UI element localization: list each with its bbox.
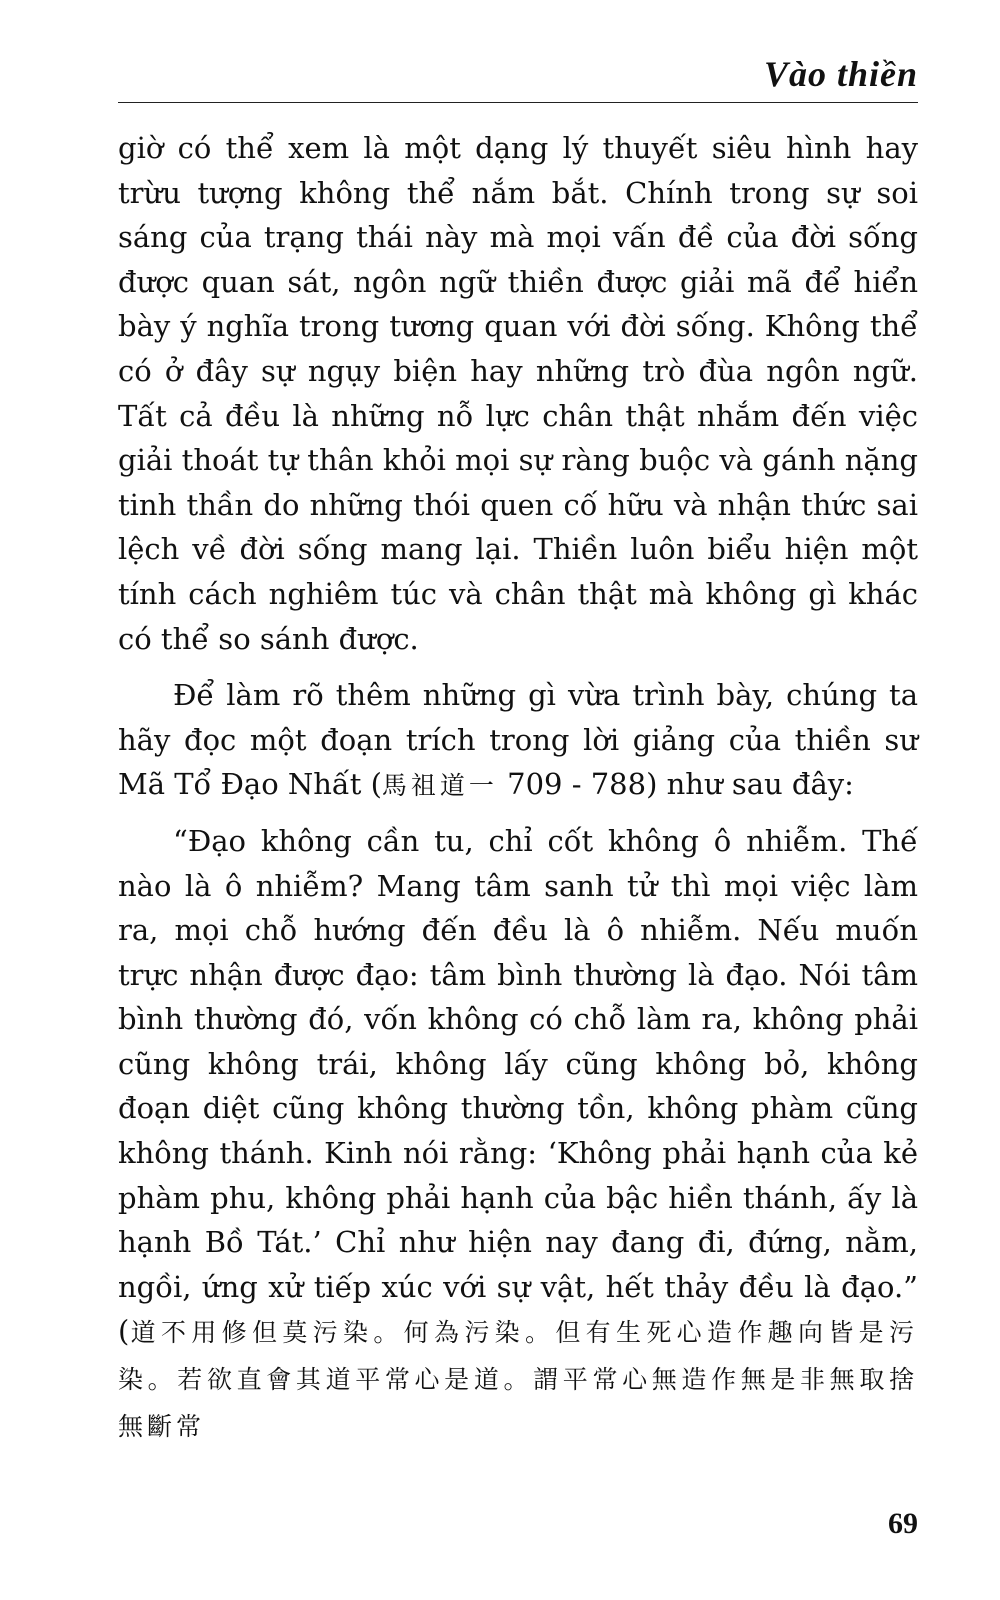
- body-paragraph-1: giờ có thể xem là một dạng lý thuyết siêu hình hay trừu tượng không thể nắm bắt. Chính trong sự soi sáng của trạng thái này mà mọi vấn đề của đời sống được quan sát, ngôn ngữ thiền được giải mã để hiển bày ý nghĩa trong tương quan với đời sống. Không thể có ở đây sự ngụy biện hay những trò đùa ngôn ngữ. Tất cả đều là những nỗ lực chân thật nhắm đến việc giải thoát tự thân khỏi mọi sự ràng buộc và gánh nặng tinh thần do những thói quen cố hữu và nhận thức sai lệch về đời sống mang lại. Thiền luôn biểu hiện một tính cách nghiêm túc và chân thật mà không gì khác có thể so sánh được.: [118, 131, 918, 656]
- body-paragraph-3-quote: [118, 819, 918, 1449]
- page-body: [118, 126, 918, 1449]
- paragraph-2-text-before: Để làm rõ thêm những gì vừa trình bày, chúng ta hãy đọc một đoạn trích trong lời giảng của thiền sư Mã Tổ Đạo Nhất (: [118, 678, 918, 802]
- quote-han-original: 道不用修但莫污染。何為污染。但有生死心造作趣向皆是污染。若欲直會其道平常心是道。謂平常心無造作無是非無取捨無斷常: [118, 1318, 918, 1441]
- page-number: 69: [888, 1507, 918, 1540]
- running-title: Vào thiền: [763, 54, 918, 94]
- running-head: [118, 52, 918, 103]
- paragraph-2-text-after: 709 - 788) như sau đây:: [497, 767, 854, 802]
- paragraph-2-han-name: 馬祖道一: [381, 771, 498, 801]
- body-paragraph-2: [118, 673, 918, 809]
- quote-vietnamese: “Đạo không cần tu, chỉ cốt không ô nhiễm. Thế nào là ô nhiễm? Mang tâm sanh tử thì mọi việc làm ra, mọi chỗ hướng đến đều là ô nhiễm. Nếu muốn trực nhận được đạo: tâm bình thường là đạo. Nói tâm bình thường đó, vốn không có chỗ làm ra, không phải cũng không trái, không lấy cũng không bỏ, không đoạn diệt cũng không thường tồn, không phàm cũng không thánh. Kinh nói rằng: ‘Không phải hạnh của kẻ phàm phu, không phải hạnh của bậc hiền thánh, ấy là hạnh Bồ Tát.’ Chỉ như hiện nay đang đi, đứng, nằm, ngồi, ứng xử tiếp xúc với sự vật, hết thảy đều là đạo.” (: [118, 823, 918, 1349]
